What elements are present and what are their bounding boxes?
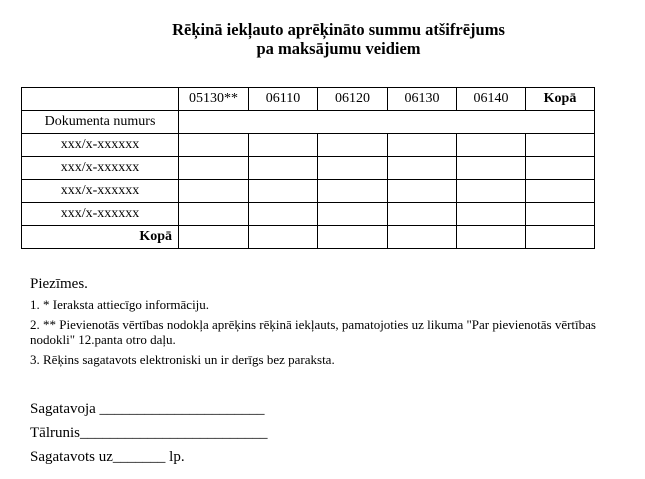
table-cell bbox=[526, 180, 595, 203]
note-item: 1. * Ieraksta attiecīgo informāciju. bbox=[30, 297, 210, 312]
subheader-row bbox=[22, 111, 595, 134]
header-cell-06130: 06130 bbox=[388, 88, 457, 111]
table-cell bbox=[249, 203, 318, 226]
header-cell-total: Kopā bbox=[526, 88, 595, 111]
document-title bbox=[0, 20, 645, 58]
table-row bbox=[22, 203, 595, 226]
title-line-1: Rēķinā iekļauto aprēķināto summu atšifrējums bbox=[172, 20, 505, 39]
table-cell bbox=[457, 134, 526, 157]
document-number-cell: xxx/x-xxxxxx bbox=[22, 180, 179, 203]
table-cell bbox=[318, 180, 388, 203]
table-cell bbox=[526, 226, 595, 249]
table-row bbox=[22, 180, 595, 203]
table-cell bbox=[318, 134, 388, 157]
table-cell bbox=[388, 157, 457, 180]
table-cell bbox=[179, 180, 249, 203]
table-row bbox=[22, 157, 595, 180]
table-cell bbox=[388, 226, 457, 249]
table-cell bbox=[457, 203, 526, 226]
table-cell bbox=[179, 226, 249, 249]
table-cell bbox=[318, 226, 388, 249]
table-cell bbox=[249, 180, 318, 203]
header-row bbox=[22, 88, 595, 111]
table-cell bbox=[526, 157, 595, 180]
table-cell bbox=[179, 134, 249, 157]
table-row bbox=[22, 134, 595, 157]
header-cell-05130: 05130** bbox=[179, 88, 249, 111]
notes-heading: Piezīmes. bbox=[30, 276, 88, 292]
header-cell-06120: 06120 bbox=[318, 88, 388, 111]
table-cell bbox=[526, 203, 595, 226]
document-number-label: Dokumenta numurs bbox=[22, 111, 179, 134]
table-cell bbox=[457, 180, 526, 203]
table-cell bbox=[179, 157, 249, 180]
prepared-by-line: Sagatavoja ______________________ bbox=[30, 401, 265, 417]
table-cell bbox=[318, 203, 388, 226]
header-cell-06140: 06140 bbox=[457, 88, 526, 111]
document-number-cell: xxx/x-xxxxxx bbox=[22, 134, 179, 157]
subheader-span-cell bbox=[179, 111, 595, 134]
phone-line: Tālrunis_________________________ bbox=[30, 425, 268, 441]
table-cell bbox=[388, 203, 457, 226]
table-cell bbox=[526, 134, 595, 157]
note-item: 2. ** Pievienotās vērtības nodokļa aprēķins rēķinā iekļauts, pamatojoties uz likuma "Par pievienotās vērtības nodokli" 12.panta otro daļu. bbox=[30, 317, 596, 347]
table-cell bbox=[249, 134, 318, 157]
header-cell-empty bbox=[22, 88, 179, 111]
notes-section bbox=[30, 276, 635, 372]
table-cell bbox=[318, 157, 388, 180]
table-cell bbox=[249, 226, 318, 249]
document-number-cell: xxx/x-xxxxxx bbox=[22, 157, 179, 180]
table-cell bbox=[179, 203, 249, 226]
document-number-cell: xxx/x-xxxxxx bbox=[22, 203, 179, 226]
table-cell bbox=[457, 226, 526, 249]
total-label: Kopā bbox=[22, 226, 179, 249]
note-item: 3. Rēķins sagatavots elektroniski un ir derīgs bez paraksta. bbox=[30, 352, 335, 367]
table-cell bbox=[388, 180, 457, 203]
header-cell-06110: 06110 bbox=[249, 88, 318, 111]
table-cell bbox=[457, 157, 526, 180]
payment-breakdown-table bbox=[21, 87, 595, 249]
title-line-2: pa maksājumu veidiem bbox=[256, 39, 421, 58]
prepared-pages-line: Sagatavots uz_______ lp. bbox=[30, 449, 185, 465]
table-cell bbox=[388, 134, 457, 157]
total-row bbox=[22, 226, 595, 249]
table-cell bbox=[249, 157, 318, 180]
